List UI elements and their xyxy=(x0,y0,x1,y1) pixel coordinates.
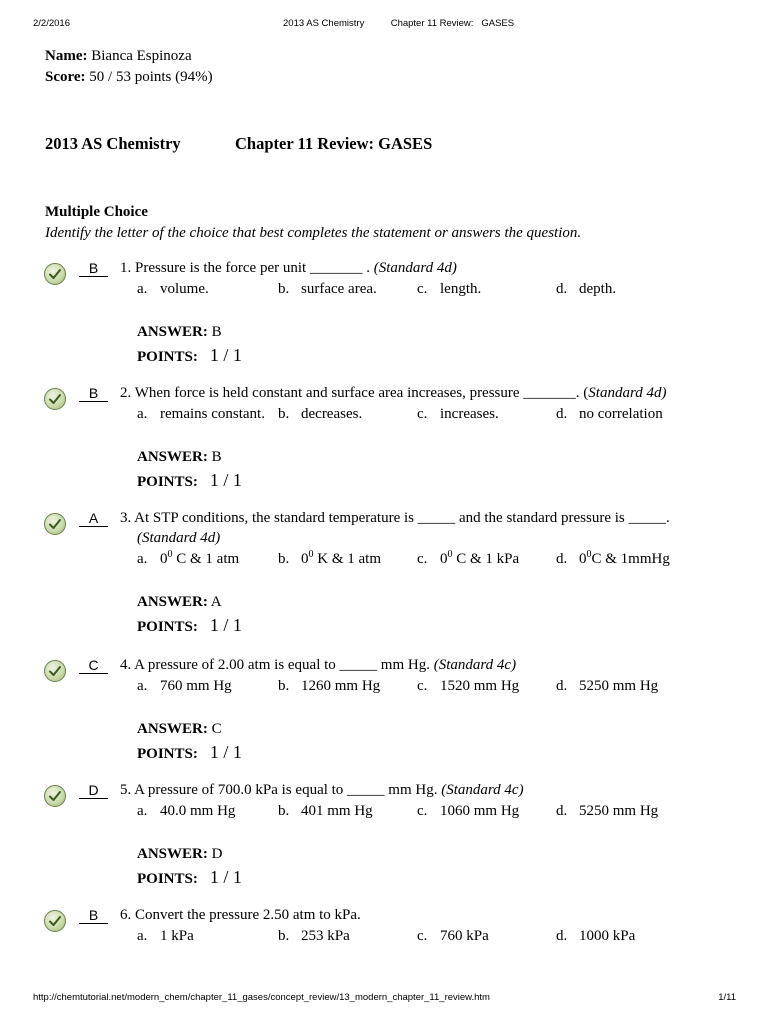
page-header xyxy=(0,18,768,32)
student-response: B xyxy=(79,908,108,924)
choice-letter: c. xyxy=(417,678,428,694)
answer-choice xyxy=(417,926,489,946)
choice-letter: d. xyxy=(556,281,568,297)
answer-choice xyxy=(137,549,239,569)
choice-letter: b. xyxy=(278,928,290,944)
student-response: B xyxy=(79,386,108,402)
choice-letter: d. xyxy=(556,551,568,567)
answer-choice xyxy=(278,404,362,424)
footer-page-number: 1/11 xyxy=(718,992,736,1003)
question-stem: 1. Pressure is the force per unit _______ . xyxy=(120,260,374,276)
question-stem: 3. At STP conditions, the standard temperature is _____ and the standard pressure is _____. xyxy=(120,510,670,526)
points-line xyxy=(137,867,242,888)
section-instructions: Identify the letter of the choice that best completes the statement or answers the question. xyxy=(45,225,582,241)
answer-choice xyxy=(278,801,373,821)
choice-text: 5250 mm Hg xyxy=(579,803,659,819)
correct-check-icon xyxy=(44,513,66,535)
question-standard: (Standard 4c) xyxy=(441,782,524,798)
choice-text: 1000 kPa xyxy=(579,928,636,944)
points-label: POINTS: xyxy=(137,349,198,365)
choice-letter: a. xyxy=(137,281,148,297)
correct-check-icon xyxy=(44,263,66,285)
points-line xyxy=(137,470,242,491)
correct-answer: D xyxy=(211,846,223,862)
student-score: 50 / 53 points (94%) xyxy=(89,69,213,85)
choice-letter: a. xyxy=(137,406,148,422)
choice-text: 1260 mm Hg xyxy=(301,678,381,694)
course-title: 2013 AS Chemistry xyxy=(45,134,181,153)
question-standard: Standard 4d) xyxy=(588,385,667,401)
answer-label: ANSWER: xyxy=(137,594,208,610)
answer-label: ANSWER: xyxy=(137,449,208,465)
answer-choice xyxy=(556,801,658,821)
choice-text: 1520 mm Hg xyxy=(440,678,520,694)
choice-letter: c. xyxy=(417,803,428,819)
answer-choice xyxy=(417,676,519,696)
question-item xyxy=(0,780,768,890)
question-text xyxy=(120,258,457,278)
student-response: B xyxy=(79,261,108,277)
choice-letter: b. xyxy=(278,803,290,819)
choice-text: 40.0 mm Hg xyxy=(160,803,236,819)
choice-letter: b. xyxy=(278,406,290,422)
answer-line xyxy=(137,846,222,863)
choice-letter: d. xyxy=(556,406,568,422)
answer-choice xyxy=(556,926,635,946)
choice-text: C & 1mmHg xyxy=(591,551,670,567)
question-standard: (Standard 4d) xyxy=(373,260,457,276)
answer-choice xyxy=(278,926,350,946)
choice-letter: d. xyxy=(556,803,568,819)
question-stem: 2. When force is held constant and surface area increases, pressure _______. ( xyxy=(120,385,589,401)
choice-value: 0 xyxy=(440,551,448,567)
points-label: POINTS: xyxy=(137,619,198,635)
section-heading: Multiple Choice xyxy=(45,204,148,220)
question-stem: 5. A pressure of 700.0 kPa is equal to _____ mm Hg. xyxy=(120,782,442,798)
question-text xyxy=(120,383,667,403)
header-date: 2/2/2016 xyxy=(33,18,70,29)
correct-answer: B xyxy=(211,324,222,340)
choice-text: 253 kPa xyxy=(301,928,350,944)
choice-value: 0 xyxy=(301,551,309,567)
choice-text: surface area. xyxy=(301,281,377,297)
correct-answer: B xyxy=(211,449,222,465)
question-item xyxy=(0,258,768,368)
points-line xyxy=(137,345,242,366)
choice-text: length. xyxy=(440,281,482,297)
choice-text: 1060 mm Hg xyxy=(440,803,520,819)
points-label: POINTS: xyxy=(137,871,198,887)
correct-check-icon xyxy=(44,660,66,682)
choice-text: no correlation xyxy=(579,406,663,422)
student-info xyxy=(45,46,213,88)
footer-url: http://chemtutorial.net/modern_chem/chapter_11_gases/concept_review/13_modern_chapter_11_review.htm xyxy=(33,992,490,1003)
answer-label: ANSWER: xyxy=(137,721,208,737)
question-stem: 6. Convert the pressure 2.50 atm to kPa. xyxy=(120,907,361,923)
choice-letter: d. xyxy=(556,928,568,944)
answer-choice xyxy=(137,279,209,299)
choice-text: depth. xyxy=(579,281,617,297)
answer-label: ANSWER: xyxy=(137,324,208,340)
question-item xyxy=(0,383,768,493)
points-line xyxy=(137,742,242,763)
choice-letter: b. xyxy=(278,551,290,567)
answer-choice xyxy=(417,404,499,424)
choice-text: 760 mm Hg xyxy=(160,678,232,694)
choice-text: 760 kPa xyxy=(440,928,489,944)
choice-letter: c. xyxy=(417,551,428,567)
answer-choice xyxy=(278,279,377,299)
choice-text: increases. xyxy=(440,406,499,422)
doc-title xyxy=(45,134,433,154)
header-title: 2013 AS Chemistry Chapter 11 Review: GASES xyxy=(283,18,515,29)
choice-text: volume. xyxy=(160,281,209,297)
choice-letter: a. xyxy=(137,928,148,944)
question-item xyxy=(0,508,768,635)
choice-superscript: 0 xyxy=(308,549,314,560)
answer-choice xyxy=(417,801,519,821)
correct-check-icon xyxy=(44,785,66,807)
student-response: A xyxy=(79,511,108,527)
question-text xyxy=(120,508,670,528)
choice-text: 1 kPa xyxy=(160,928,194,944)
points-value: 1 / 1 xyxy=(209,470,242,490)
student-response: D xyxy=(79,783,108,799)
choice-text: 401 mm Hg xyxy=(301,803,373,819)
answer-label: ANSWER: xyxy=(137,846,208,862)
answer-choice xyxy=(556,676,658,696)
answer-line xyxy=(137,594,222,611)
choice-text: decreases. xyxy=(301,406,363,422)
choice-superscript: 0 xyxy=(167,549,173,560)
points-line xyxy=(137,615,242,636)
question-stem: 4. A pressure of 2.00 atm is equal to _____ mm Hg. xyxy=(120,657,434,673)
correct-check-icon xyxy=(44,388,66,410)
answer-choice xyxy=(417,279,481,299)
student-response: C xyxy=(79,658,108,674)
answer-choice xyxy=(417,549,519,569)
answer-choice xyxy=(137,676,232,696)
choice-letter: b. xyxy=(278,281,290,297)
choice-text: 5250 mm Hg xyxy=(579,678,659,694)
question-text xyxy=(120,905,361,925)
choice-text: C & 1 kPa xyxy=(452,551,520,567)
choice-letter: c. xyxy=(417,406,428,422)
correct-answer: C xyxy=(211,721,222,737)
answer-choice xyxy=(278,549,381,569)
answer-choice xyxy=(556,404,663,424)
points-value: 1 / 1 xyxy=(209,615,242,635)
answer-line xyxy=(137,721,222,738)
points-value: 1 / 1 xyxy=(209,742,242,762)
choice-letter: a. xyxy=(137,551,148,567)
name-label: Name: xyxy=(45,48,88,64)
question-text xyxy=(120,780,524,800)
answer-line xyxy=(137,324,222,341)
points-value: 1 / 1 xyxy=(209,345,242,365)
correct-answer: A xyxy=(210,594,222,610)
answer-choice xyxy=(137,404,265,424)
choice-value: 0 xyxy=(579,551,587,567)
choice-letter: c. xyxy=(417,281,428,297)
chapter-title: Chapter 11 Review: GASES xyxy=(235,134,433,153)
choice-letter: d. xyxy=(556,678,568,694)
choice-value: 0 xyxy=(160,551,168,567)
choice-text: C & 1 atm xyxy=(172,551,240,567)
answer-choice xyxy=(137,801,235,821)
score-label: Score: xyxy=(45,69,86,85)
choice-letter: b. xyxy=(278,678,290,694)
answer-line xyxy=(137,449,222,466)
points-label: POINTS: xyxy=(137,746,198,762)
points-label: POINTS: xyxy=(137,474,198,490)
question-text xyxy=(120,655,516,675)
answer-choice xyxy=(278,676,380,696)
page-footer xyxy=(0,992,768,1006)
choice-superscript: 0 xyxy=(447,549,453,560)
points-value: 1 / 1 xyxy=(209,867,242,887)
choice-text: remains constant. xyxy=(160,406,265,422)
choice-text: K & 1 atm xyxy=(313,551,381,567)
correct-check-icon xyxy=(44,910,66,932)
question-item xyxy=(0,655,768,765)
choice-letter: a. xyxy=(137,678,148,694)
choice-letter: c. xyxy=(417,928,428,944)
question-standard: (Standard 4c) xyxy=(433,657,517,673)
choice-letter: a. xyxy=(137,803,148,819)
answer-choice xyxy=(137,926,194,946)
answer-choice xyxy=(556,279,616,299)
answer-choice xyxy=(556,549,670,569)
student-name: Bianca Espinoza xyxy=(91,48,192,64)
question-standard: (Standard 4d) xyxy=(137,530,221,546)
choice-superscript: 0 xyxy=(586,549,592,560)
